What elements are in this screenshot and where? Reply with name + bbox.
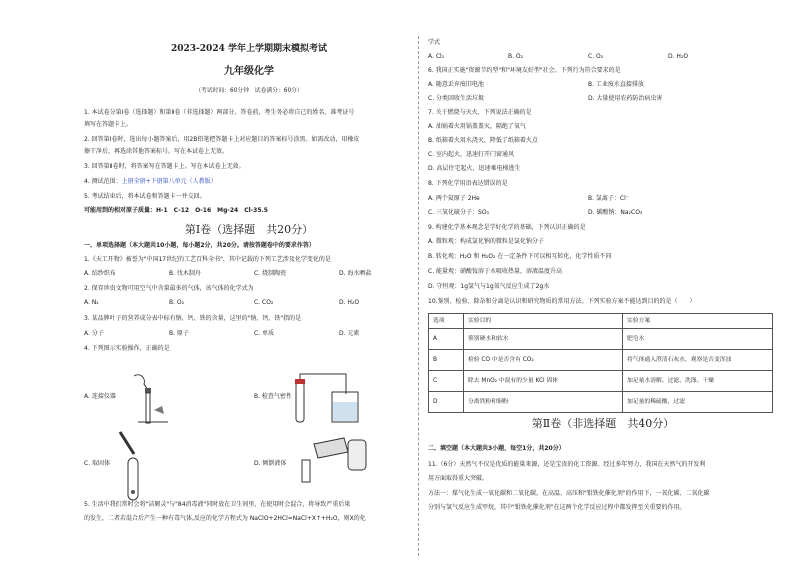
q4-option-d: D. 倾倒液体 (254, 460, 287, 467)
q3-option-c: C. 单质 (254, 330, 275, 337)
section-1-title: 第Ⅰ卷（选择题 共20分） (184, 223, 314, 236)
q1-option-c: C. 烧制陶瓷 (254, 270, 287, 277)
q5-option-b: B. O₂ (508, 53, 524, 60)
table-row (429, 371, 773, 392)
q3-option-a: A. 分子 (84, 330, 104, 337)
q5-option-c: C. O₂ (588, 53, 604, 60)
table-row (429, 392, 773, 413)
q8-option-d: D. 碳酸钠：Na₂CO₃ (588, 209, 643, 216)
q2-stem: 2. 保存珍贵文物可用空气中含量最多的气体，该气体的化学式为 (84, 285, 254, 292)
q7-option-a: A. 油锅着火用锅盖盖灭，隔绝了氧气 (428, 123, 526, 130)
q7-option-b: B. 纸箱着火用水浇灭，降低了纸箱着火点 (428, 137, 538, 144)
q11-line-3: 方法一：煤气化生成一氧化碳和二氧化碳。在高温、高压和"钼铁化催化剂"的作用下，一氧化碳、二氧化碳 (428, 490, 710, 497)
pour-liquid-figure (294, 434, 374, 484)
q1-option-b: B. 伐木制舟 (169, 270, 201, 277)
q1-option-a: A. 结纱织布 (84, 270, 116, 277)
q9-option-d: D. 守恒观：1g氢气与1g氧气反应生成了2g水 (428, 283, 550, 290)
q5-line-2: 的发生，二者若混合后产生一种有毒气体,反应的化学方程式为 NaClO+2HCl=NaCl+X↑+H₂O，则X的化 (84, 515, 366, 522)
q10-table (428, 313, 773, 413)
table-header-purpose: 实验目的 (464, 314, 623, 329)
q9-option-a: A. 微粒观：构成氯化钠的微粒是氯化钠分子 (428, 238, 544, 245)
q2-option-a: A. N₂ (84, 299, 99, 306)
atomic-masses: 可能用到的相对原子质量：H-1 C-12 O-16 Mg-24 Cl-35.5 (84, 207, 268, 214)
table-cell: 将气体通入澄清石灰水，观察是否变浑浊 (623, 350, 773, 371)
q3-stem: 3. 某品牌叶子的营养成分表中标有钠、钙、铁的含量，这里的"钠、钙、铁"指的是 (84, 315, 302, 322)
q4-stem: 4. 下列图示实验操作，正确的是 (84, 345, 170, 352)
exam-info: （考试时间：60分钟 试卷满分：60分） (195, 88, 303, 94)
note-4 (84, 179, 217, 186)
note-1-cont: 填写在答题卡上。 (84, 121, 133, 128)
test-range: 上册全册+下册第八单元（人教版） (121, 178, 217, 185)
note-3: 3. 回答第Ⅱ卷时，将答案写在答题卡上。写在本试卷上无效。 (84, 163, 245, 170)
q5-option-d: D. H₂O (668, 53, 689, 60)
q4-option-c: C. 取固体 (84, 460, 111, 467)
q8-option-b: B. 氯离子：Cl⁻ (588, 195, 629, 202)
note-1: 1. 本试卷分第Ⅰ卷（选择题）和第Ⅱ卷（非选择题）两部分。答卷前，考生务必将自己的姓名、准考证号 (84, 109, 355, 116)
q5-cont: 学式 (428, 39, 441, 46)
q7-stem: 7. 关于燃烧与灭火，下列说法正确的是 (428, 109, 532, 116)
q2-option-c: C. CO₂ (254, 299, 274, 306)
q4-option-b: B. 检查气密性 (254, 393, 292, 400)
q4-option-a: A. 连接仪器 (84, 393, 116, 400)
q3-option-b: B. 原子 (169, 330, 189, 337)
exam-title: 2023-2024 学年上学期期末模拟考试 (171, 44, 327, 54)
table-cell: 肥皂水 (623, 329, 773, 350)
note-5: 5. 考试结束后，将本试卷和答题卡一并交回。 (84, 193, 206, 200)
note-2-cont: 擦干净后，再选涂其他答案标号。写在本试卷上无效。 (84, 148, 229, 155)
q9-stem: 9. 构建化学基本观念是学好化学的基础，下列认识正确的是 (428, 224, 586, 231)
connect-apparatus-figure (124, 370, 174, 426)
table-header-option: 选项 (429, 314, 464, 329)
q1-stem: 1.《天工开物》被誉为"中国17世纪的工艺百科全书"，其中记载的下列工艺涉及化学变化的是 (84, 256, 331, 263)
table-cell: D (429, 392, 464, 413)
table-cell: A (429, 329, 464, 350)
q8-option-a: A. 两个氦原子 2He (428, 195, 480, 202)
q7-option-c: C. 室内起火，迅速打开门窗通风 (428, 151, 515, 158)
q2-option-b: B. O₂ (169, 299, 185, 306)
q1-option-d: D. 海水晒盐 (339, 270, 372, 277)
table-header-row (429, 314, 773, 329)
q9-option-c: C. 能量观：硝酸铵溶于水吸收热量，溶液温度升高 (428, 268, 563, 275)
q9-option-b: B. 转化观：H₂O 和 H₂O₂ 在一定条件下可以相互转化，化学性质不同 (428, 253, 612, 260)
table-row (429, 329, 773, 350)
table-cell: 鉴别硬水和软水 (464, 329, 623, 350)
note-2: 2. 回答第Ⅰ卷时，选出每小题答案后，用2B铅笔把答题卡上对应题目的答案标号涂黑。如需改动，用橡皮 (84, 136, 360, 143)
airtightness-check-figure (288, 372, 366, 430)
table-cell: C (429, 371, 464, 392)
q11-line-2: 用方面取得重大突破。 (428, 475, 489, 482)
q11-line-1: 11.（6分）天然气不仅是优质的能量来源，还是宝贵的化工资源。经过多年努力，我国在天然气的开发利 (428, 461, 706, 468)
q2-option-d: D. H₂O (339, 299, 360, 306)
note-4-label: 4. 测试范围： (84, 178, 122, 185)
exam-subtitle: 九年级化学 (224, 66, 274, 77)
q7-option-d: D. 高层住宅起火，迅速乘电梯逃生 (428, 165, 521, 172)
q6-stem: 6. 我国正实施"资源节约型"和"环境友好型"社会。下列行为符合要求的是 (428, 67, 621, 74)
q10-stem: 10.鉴别、检验、除杂和分离是认识和研究物质的常用方法。下列实验方案不能达到目的的是（ ） (428, 298, 696, 305)
table-cell: 加足量的稀硫酸，过滤 (623, 392, 773, 413)
take-solid-figure (114, 430, 154, 502)
q6-option-b: B. 工业废水直接排放 (588, 81, 644, 88)
table-cell: 除去 MnO₂ 中混有的少量 KCl 固体 (464, 371, 623, 392)
q3-option-d: D. 元素 (339, 330, 360, 337)
part-2-heading: 二、填空题（本大题共3小题，每空1分，共20分） (428, 445, 565, 452)
q8-option-c: C. 三氧化硫分子：SO₃ (428, 209, 489, 216)
q5-option-a: A. Cl₂ (428, 53, 445, 60)
table-cell: 加足量水溶解、过滤、洗涤、干燥 (623, 371, 773, 392)
q6-option-d: D. 大量使用农药防治病虫害 (588, 95, 663, 102)
column-divider (418, 36, 419, 556)
q5-line-1: 5. 生活中我们常时会将"洁厕灵"与"84消毒液"同时放在卫生间里，在使用时会混合，将导致严重后果 (84, 501, 351, 508)
section-2-title: 第Ⅱ卷（非选择题 共40分） (531, 417, 675, 430)
q6-option-c: C. 分类回收生活垃圾 (428, 95, 485, 102)
q6-option-a: A. 随意丢弃废旧电池 (428, 81, 484, 88)
table-cell: 检验 CO 中是否含有 CO₂ (464, 350, 623, 371)
part-1-heading: 一、单项选择题（本大题共10小题，每小题2分，共20分。请按答题卷中的要求作答） (84, 242, 315, 249)
table-row (429, 350, 773, 371)
q11-line-4: 分别与氢气反应生成甲烷，其中"钼铁化催化剂"在这两个化学反应过程中都发挥至关重要的作用。 (428, 504, 686, 511)
table-cell: 分离铁粉和铜粉 (464, 392, 623, 413)
table-cell: B (429, 350, 464, 371)
q8-stem: 8. 下列化学用语表达错误的是 (428, 180, 508, 187)
table-header-plan: 实验方案 (623, 314, 773, 329)
